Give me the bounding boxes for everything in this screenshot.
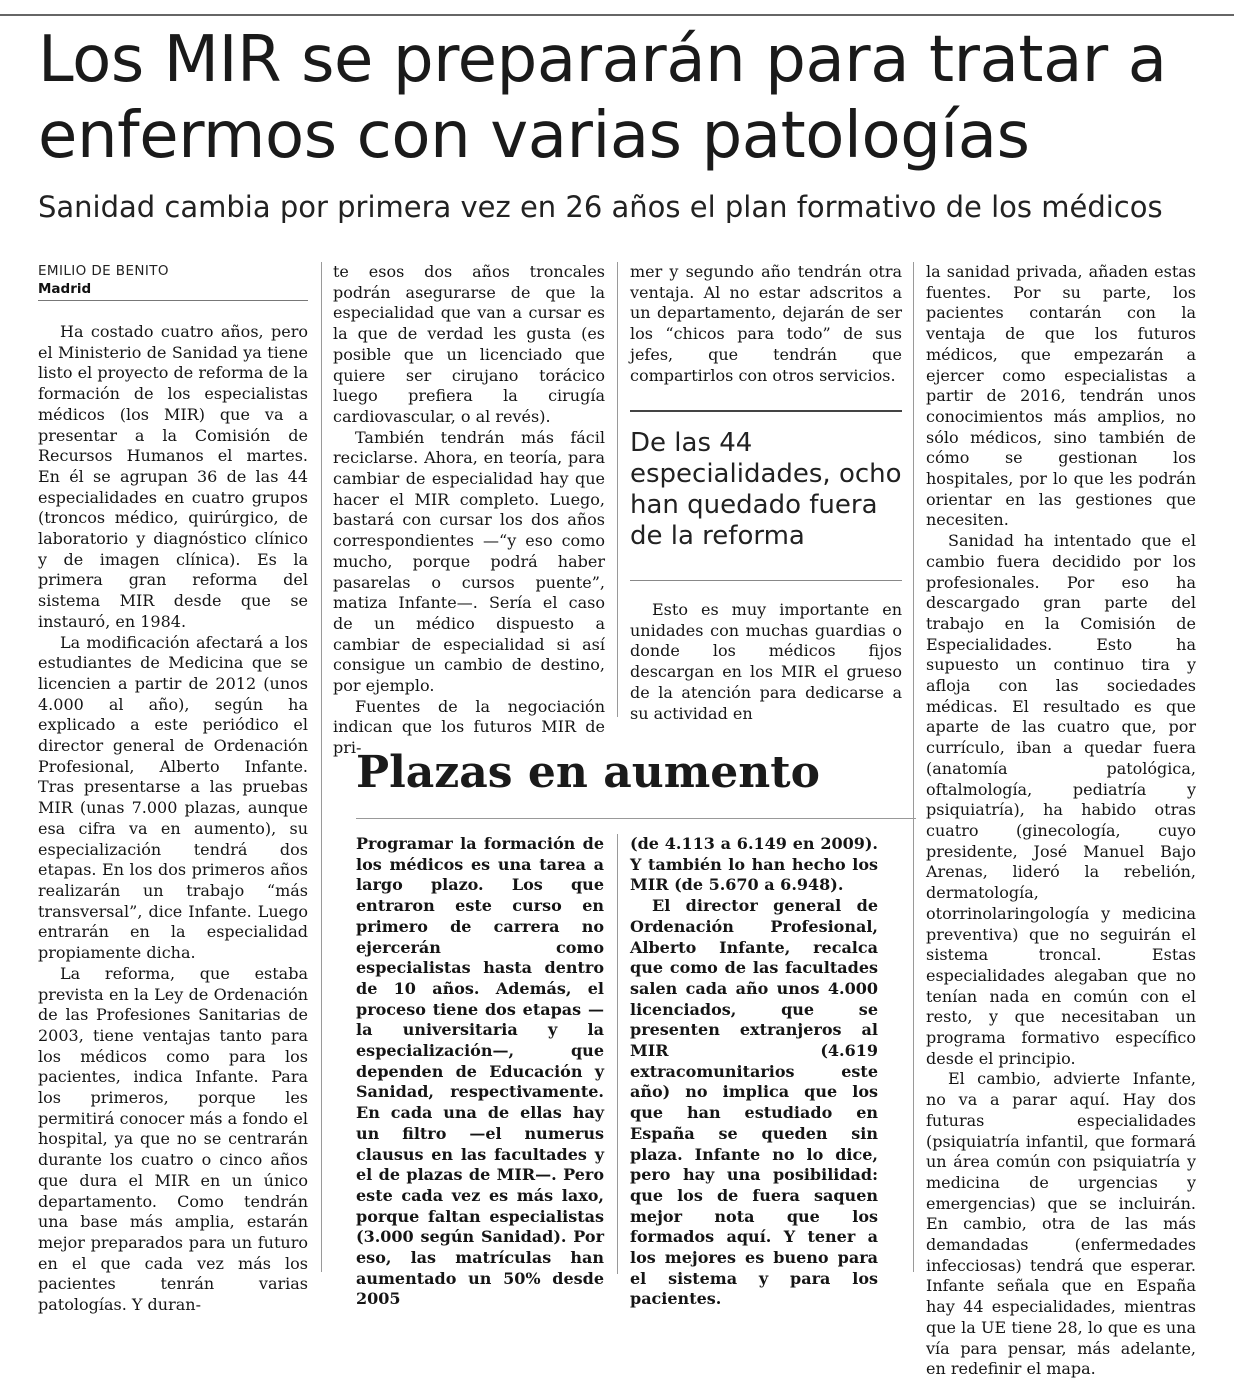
pullquote-rule-bottom [630, 580, 902, 581]
paragraph: El director general de Ordenación Profesional, Alberto Infante, recalca que como de las facultades salen cada año unos 4.000 licenciados, que se presenten extranjeros al MIR (4.619 extracomunitarios este año) no implica que los que han estudiado en España se queden sin plaza. Infante no lo dice, pero hay una posibilidad: que los de fuera saquen mejor nota que los formados aquí. Y tener a los mejores es bueno para el sistema y para los pacientes. [630, 896, 878, 1309]
article-column-2 [333, 262, 605, 759]
paragraph: También tendrán más fácil reciclarse. Ahora, en teoría, para cambiar de especialidad hay que hacer el MIR completo. Luego, bastará con cursar los dos años correspondientes —“y eso como mucho, porque podrá haber pasarelas o cursos puente”, matiza Infante—. Sería el caso de un médico dispuesto a cambiar de especialidad si así consigue un cambio de destino, por ejemplo. [333, 427, 605, 696]
paragraph: mer y segundo año tendrán otra ventaja. Al no estar adscritos a un departamento, dejarán de ser los “chicos para todo” de sus jefes, que tendrán que compartirlos con otros servicios. [630, 262, 902, 385]
byline-rule [38, 300, 308, 301]
top-rule [0, 0, 1234, 16]
paragraph: La modificación afectará a los estudiantes de Medicina que se licencien a partir de 2012 (unos 4.000 al año), según ha explicado a este periódico el director general de Ordenación Profesional, Alberto Infante. Tras presentarse a las pruebas MIR (unas 7.000 plazas, aunque esa cifra va en aumento), su especialización tendrá dos etapas. En los dos primeros años realizarán un trabajo “más transversal”, dice Infante. Luego entrarán en la especialidad propiamente dicha. [38, 632, 308, 963]
paragraph: El cambio, advierte Infante, no va a parar aquí. Hay dos futuras especialidades (psiquiatría infantil, que formará un área común con psiquiatría y medicina de urgencias y emergencias) que se incluirán. En cambio, otra de las más demandadas (enfermedades infecciosas) tendrá que esperar. Infante señala que en España hay 44 especialidades, mientras que la UE tiene 28, lo que es una vía para pensar, más adelante, en redefinir el mapa. [926, 1069, 1196, 1379]
article-column-3-top [630, 262, 902, 386]
article-column-4 [926, 262, 1196, 1380]
column-separator [321, 262, 322, 1272]
article-column-1 [38, 322, 308, 1316]
pullquote: De las 44 especialidades, ocho han quedado fuera de la reforma [630, 428, 902, 551]
paragraph: Ha costado cuatro años, pero el Ministerio de Sanidad ya tiene listo el proyecto de reforma de la formación de los especialistas médicos (los MIR) que va a presentar a la Comisión de Recursos Humanos el martes. En él se agrupan 36 de las 44 especialidades en cuatro grupos (troncos médico, quirúrgico, de laboratorio y diagnóstico clínico y de imagen clínica). Es la primera gran reforma del sistema MIR desde que se instauró, en 1984. [38, 322, 308, 631]
column-separator [617, 262, 618, 717]
box-title-rule [356, 818, 916, 819]
byline [38, 262, 308, 298]
pullquote-rule [630, 410, 902, 412]
paragraph: Programar la formación de los médicos es una tarea a largo plazo. Los que entraron este curso en primero de carrera no ejercerán como especialistas hasta dentro de 10 años. Además, el proceso tiene dos etapas —la universitaria y la especialización—, que dependen de Educación y Sanidad, respectivamente. En cada una de ellas hay un filtro —el numerus clausus en las facultades y el de plazas de MIR—. Pero este cada vez es más laxo, porque faltan especialistas (3.000 según Sanidad). Por eso, las matrículas han aumentado un 50% desde 2005 [356, 834, 604, 1309]
paragraph: Esto es muy importante en unidades con muchas guardias o donde los médicos fijos descargan en los MIR el grueso de la atención para dedicarse a su actividad en [630, 600, 902, 723]
box-title: Plazas en aumento [356, 747, 820, 798]
column-separator [617, 834, 618, 1274]
paragraph: (de 4.113 a 6.149 en 2009). Y también lo han hecho los MIR (de 5.670 a 6.948). [630, 834, 878, 895]
byline-author: EMILIO DE BENITO [38, 263, 169, 279]
article-column-3-bottom [630, 600, 902, 724]
paragraph: la sanidad privada, añaden estas fuentes. Por su parte, los pacientes contarán con la ventaja de que los futuros médicos, que empezarán a ejercer como especialistas a partir de 2016, tendrán unos conocimientos más amplios, no sólo médicos, sino también de cómo se gestionan los hospitales, por lo que les podrán orientar en las gestiones que necesiten. [926, 262, 1196, 530]
paragraph: Sanidad ha intentado que el cambio fuera decidido por los profesionales. Por eso ha descargado gran parte del trabajo en la Comisión de Especialidades. Esto ha supuesto un continuo tira y afloja con las sociedades médicas. El resultado es que aparte de las cuatro que, por currículo, iban a quedar fuera (anatomía patológica, oftalmología, pediatría y psiquiatría), ha habido otras cuatro (ginecología, cuyo presidente, José Manuel Bajo Arenas, lideró la rebelión, dermatología, otorrinolaringología y medicina preventiva) que no seguirán el sistema troncal. Estas especialidades alegaban que no tenían nada en común con el resto, y que necesitaban un programa formativo específico desde el principio. [926, 531, 1196, 1068]
paragraph: La reforma, que estaba prevista en la Ley de Ordenación de las Profesiones Sanitarias de 2003, tiene ventajas tanto para los médicos como para los pacientes, indica Infante. Para los primeros, porque les permitirá conocer más a fondo el hospital, ya que no se centrarán durante los cuatro o cinco años que dura el MIR en un único departamento. Como tendrán una base más amplia, estarán mejor preparados para un futuro en el que cada vez más los pacientes tenrán varias patologías. Y duran- [38, 963, 308, 1315]
subheadline: Sanidad cambia por primera vez en 26 años el plan formativo de los médicos [38, 190, 1163, 224]
headline: Los MIR se prepararán para tratar a enfermos con varias patologías [38, 23, 1167, 173]
box-column-2 [630, 834, 878, 1310]
byline-place: Madrid [38, 281, 92, 297]
paragraph: Fuentes de la negociación indican que los futuros MIR de pri- [333, 696, 605, 758]
box-column-1 [356, 834, 604, 1310]
paragraph: te esos dos años troncales podrán asegurarse de que la especialidad que van a cursar es la que de verdad les gusta (es posible que un licenciado que quiere ser cirujano torácico luego prefiera la cirugía cardiovascular, o al revés). [333, 262, 605, 426]
